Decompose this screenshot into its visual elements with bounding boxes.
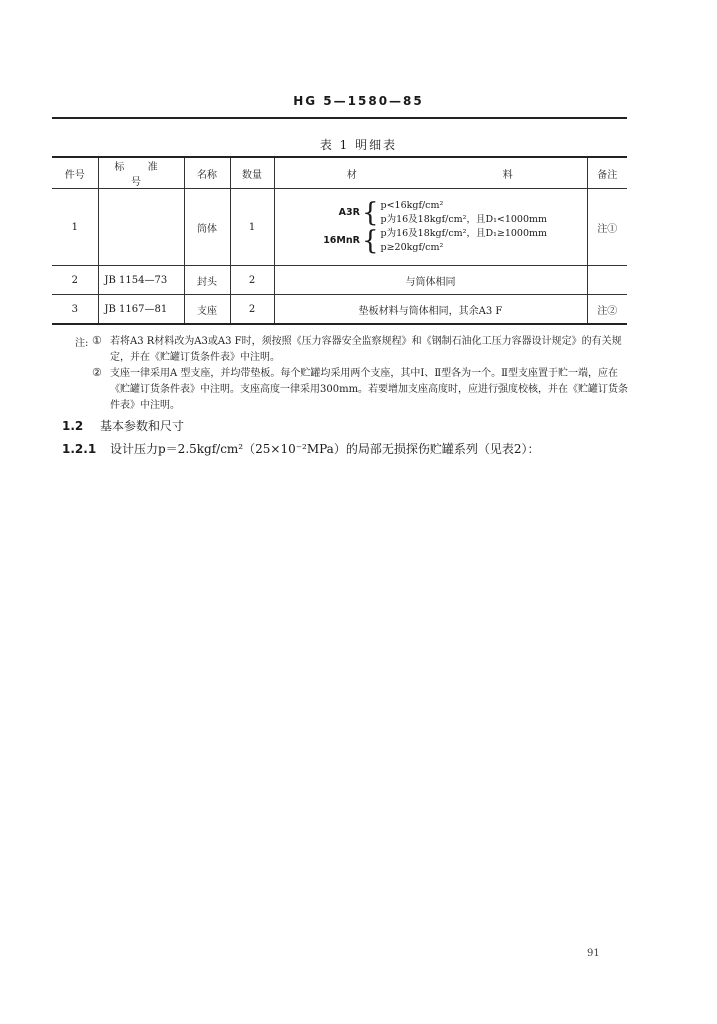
section-text: 设计压力p＝2.5kgf/cm²（25×10⁻²MPa）的局部无损探伤贮罐系列（见表2）： (110, 442, 540, 456)
cell-item-no: 1 (52, 189, 98, 266)
cell-remark: 注① (587, 189, 627, 266)
section-title: 基本参数和尺寸 (100, 419, 185, 433)
subsection-paragraph (62, 440, 539, 457)
cell-name: 支座 (184, 295, 230, 325)
cell-material (274, 189, 587, 266)
table-header-row (52, 157, 627, 189)
cell-item-no: 2 (52, 266, 98, 295)
note-text: 若将A3 R材料改为A3或A3 F时，须按照《压力容器安全监察规程》和《钢制石油化工压力容器设计规定》的有关规定，并在《贮罐订货条件表》中注明。 (110, 336, 622, 363)
cell-item-no: 3 (52, 295, 98, 325)
col-header-material-1: 材 (274, 157, 429, 189)
note-marker: ② (92, 366, 102, 379)
cell-material: 与筒体相同 (274, 266, 587, 295)
col-header-standard-no: 标 准 号 (98, 157, 184, 189)
col-header-quantity: 数量 (230, 157, 274, 189)
material-code-16mnr: 16MnR (323, 235, 360, 246)
cell-quantity: 1 (230, 189, 274, 266)
material-condition: p为16及18kgf/cm²，且D₁<1000mm (380, 214, 548, 225)
col-header-name: 名称 (184, 157, 230, 189)
cell-standard-no (98, 189, 184, 266)
document-header-code: HG 5—1580—85 (293, 94, 424, 108)
detail-table (52, 156, 627, 325)
cell-remark: 注② (587, 295, 627, 325)
table-row (52, 295, 627, 325)
table-row (52, 189, 627, 266)
cell-name: 筒体 (184, 189, 230, 266)
page-number: 91 (587, 948, 600, 959)
cell-material: 垫板材料与筒体相同，其余A3 F (274, 295, 587, 325)
col-header-material-2: 料 (429, 157, 587, 189)
header-rule (52, 117, 627, 119)
cell-standard-no: JB 1167—81 (98, 295, 184, 325)
brace-glyph: { (361, 226, 379, 256)
cell-quantity: 2 (230, 266, 274, 295)
material-condition: p为16及18kgf/cm²，且D₁≥1000mm (380, 228, 548, 239)
cell-standard-no: JB 1154—73 (98, 266, 184, 295)
section-number: 1.2.1 (62, 442, 97, 456)
note-text: 支座一律采用A 型支座，并均带垫板。每个贮罐均采用两个支座，其中Ⅰ、Ⅱ型各为一个。Ⅱ型支座置于贮一端，应在《贮罐订货条件表》中注明。支座高度一律采用300mm。若要增加支座高度时，应进行强度校核，并在《贮罐订货条件表》中注明。 (110, 368, 629, 411)
cell-remark (587, 266, 627, 295)
section-number: 1.2 (62, 419, 84, 433)
material-condition: p<16kgf/cm² (380, 200, 444, 211)
col-header-remark: 备注 (587, 157, 627, 189)
cell-quantity: 2 (230, 295, 274, 325)
table-row (52, 266, 627, 295)
cell-name: 封头 (184, 266, 230, 295)
notes-label: 注: (75, 338, 89, 349)
material-code-a3r: A3R (338, 207, 360, 218)
brace-glyph: { (361, 198, 379, 228)
section-heading (62, 417, 184, 434)
material-spec-block (314, 199, 547, 255)
table-caption: 表 1 明细表 (319, 138, 398, 152)
material-condition: p≥20kgf/cm² (380, 242, 444, 253)
note-marker: ① (92, 334, 102, 347)
col-header-item-no: 件号 (52, 157, 98, 189)
